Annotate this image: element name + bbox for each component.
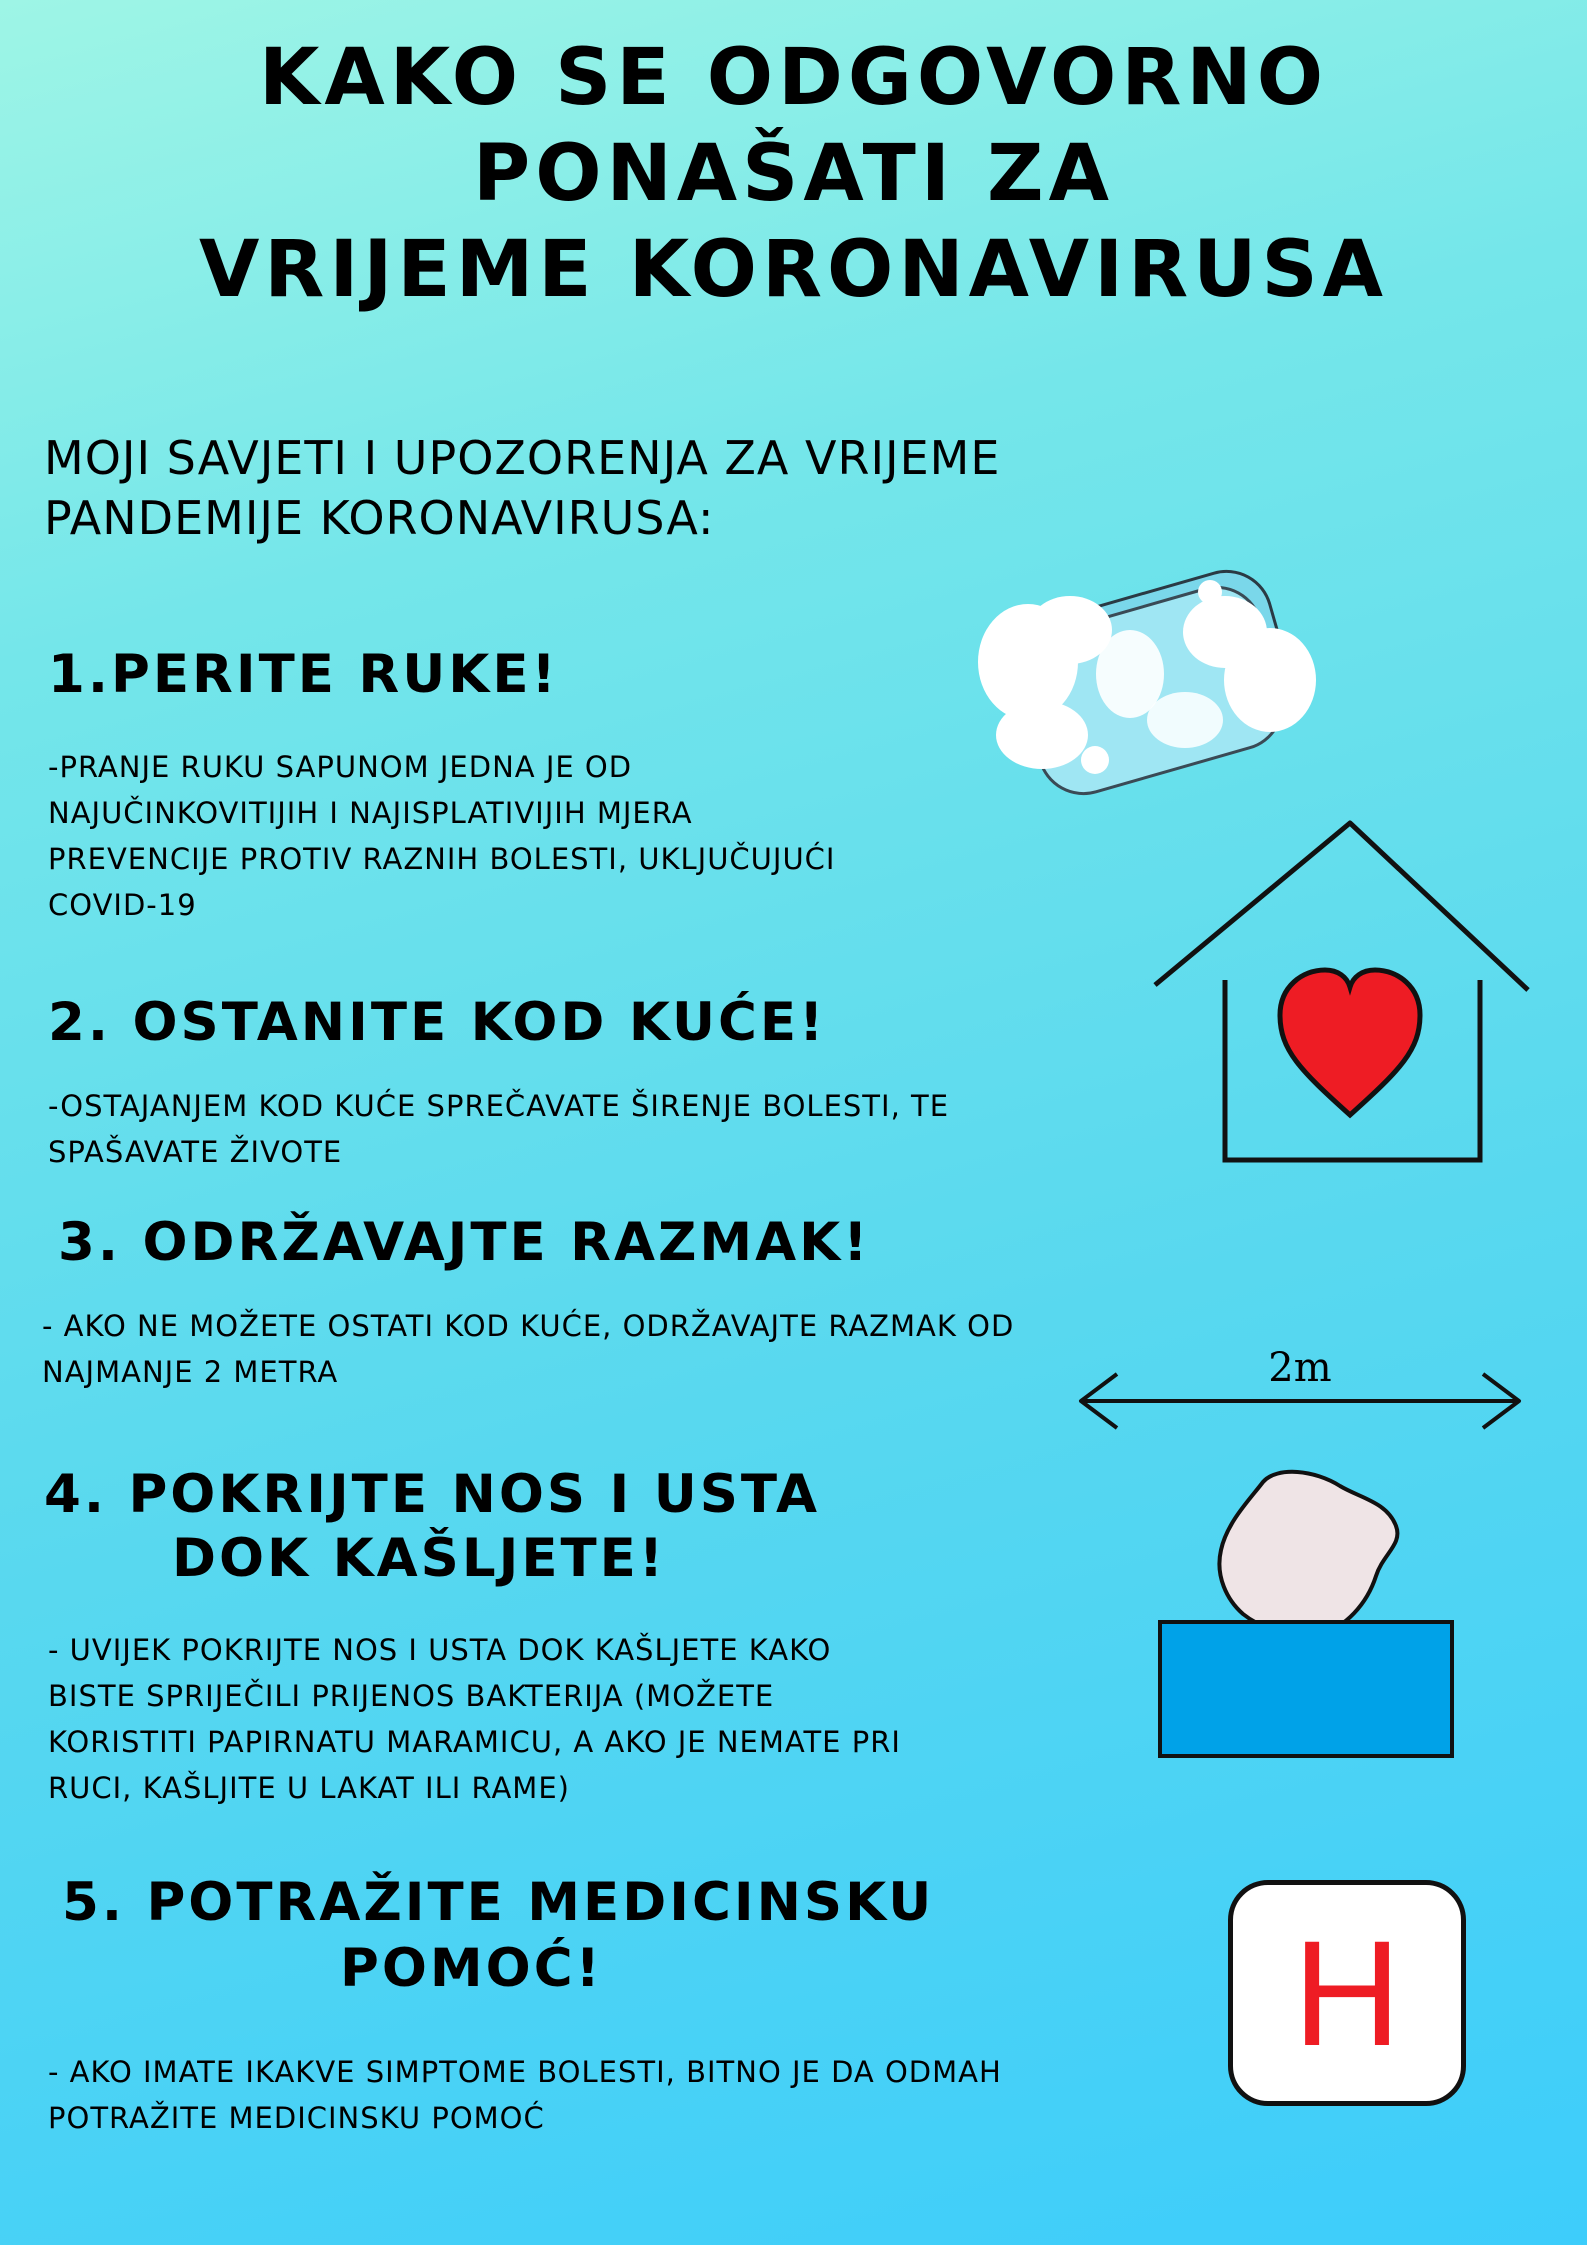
tip-text [48, 2049, 1002, 2141]
distance-label: 2m [1268, 1345, 1332, 1391]
tip-text-line: KORISTITI PAPIRNATU MARAMICU, A AKO JE NEMATE PRI [48, 1725, 901, 1759]
tip-heading [48, 644, 559, 706]
tip-text-line: NAJUČINKOVITIJIH I NAJISPLATIVIJIH MJERA [48, 796, 693, 830]
tissue-box-icon [1155, 1458, 1457, 1763]
tissue-icon [1219, 1472, 1397, 1635]
tip-heading-line: 4. POKRIJTE NOS I USTA [44, 1464, 820, 1525]
subtitle [44, 428, 1344, 548]
tip-heading-line: 5. POTRAŽITE MEDICINSKU [62, 1872, 935, 1933]
tip-text-line: POTRAŽITE MEDICINSKU POMOĆ [48, 2101, 545, 2135]
distance-arrow-icon [1075, 1370, 1525, 1430]
tip-text-line: -OSTAJANJEM KOD KUĆE SPREČAVATE ŠIRENJE BOLESTI, TE [48, 1089, 950, 1123]
tip-text-line: - AKO NE MOŽETE OSTATI KOD KUĆE, ODRŽAVAJTE RAZMAK OD [42, 1309, 1015, 1343]
page-title [0, 30, 1587, 318]
tip-text-line: SPAŠAVATE ŽIVOTE [48, 1135, 343, 1169]
title-line: VRIJEME KORONAVIRUSA [198, 225, 1389, 315]
hospital-sign-icon [1228, 1880, 1466, 2106]
tip-heading-line: POMOĆ! [340, 1938, 603, 1999]
tip-heading [44, 1463, 820, 1591]
hospital-letter: H [1292, 1909, 1402, 2077]
tip-text [48, 1627, 901, 1811]
house-heart-icon [1150, 815, 1530, 1170]
tip-text-line: RUCI, KAŠLJITE U LAKAT ILI RAME) [48, 1771, 570, 1805]
tip-text-line: COVID-19 [48, 888, 197, 922]
tip-text [48, 744, 836, 928]
tip-text-line: - AKO IMATE IKAKVE SIMPTOME BOLESTI, BITNO JE DA ODMAH [48, 2055, 1002, 2089]
tip-text-line: - UVIJEK POKRIJTE NOS I USTA DOK KAŠLJETE KAKO [48, 1633, 832, 1667]
tip-text-line: -PRANJE RUKU SAPUNOM JEDNA JE OD [48, 750, 633, 784]
subtitle-line: MOJI SAVJETI I UPOZORENJA ZA VRIJEME [44, 431, 1001, 485]
tip-text-line: BISTE SPRIJEČILI PRIJENOS BAKTERIJA (MOŽETE [48, 1679, 775, 1713]
tip-text [48, 1083, 949, 1175]
tip-heading-line: 1.PERITE RUKE! [48, 644, 559, 705]
title-line: KAKO SE ODGOVORNO [258, 33, 1329, 123]
heart-icon [1280, 970, 1420, 1115]
subtitle-line: PANDEMIJE KORONAVIRUSA: [44, 491, 715, 545]
tip-text-line: PREVENCIJE PROTIV RAZNIH BOLESTI, UKLJUČUJUĆI [48, 842, 836, 876]
tip-heading [62, 1870, 934, 2002]
title-line: PONAŠATI ZA [473, 129, 1114, 219]
tip-text [42, 1303, 1014, 1395]
tip-heading [58, 1212, 870, 1274]
tip-heading [48, 992, 826, 1054]
tip-heading-line: DOK KAŠLJETE! [172, 1528, 667, 1589]
tip-text-line: NAJMANJE 2 METRA [42, 1355, 339, 1389]
tip-heading-line: 3. ODRŽAVAJTE RAZMAK! [58, 1212, 871, 1273]
tip-heading-line: 2. OSTANITE KOD KUĆE! [48, 992, 827, 1053]
soap-icon [970, 570, 1330, 805]
